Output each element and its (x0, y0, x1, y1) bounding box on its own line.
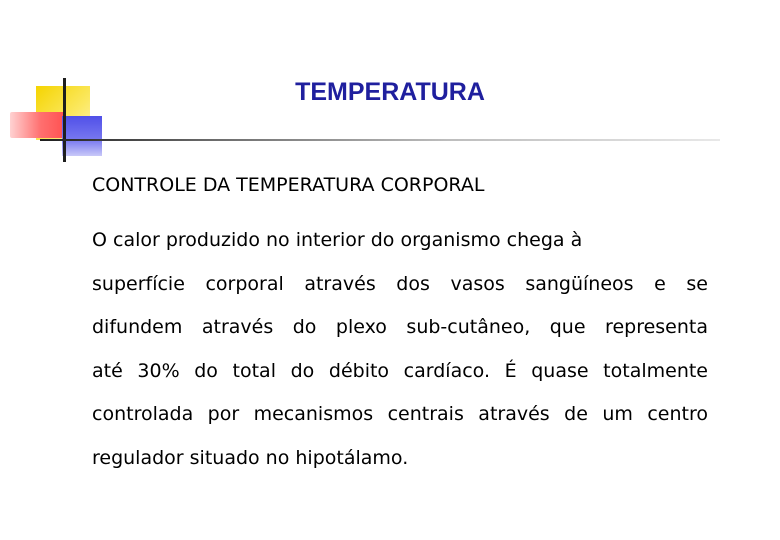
logo-vertical-line (63, 78, 66, 162)
slide-subtitle: CONTROLE DA TEMPERATURA CORPORAL (92, 174, 485, 196)
logo-red-bar (10, 112, 66, 138)
body-line: controlada por mecanismos centrais através de um centro (92, 403, 708, 425)
body-line: até 30% do total do débito cardíaco. É quase totalmente (92, 359, 708, 382)
body-line: superfície corporal através dos vasos sangüíneos e se (92, 272, 708, 295)
slide-title: TEMPERATURA (295, 78, 485, 106)
logo-blue-square (62, 116, 102, 156)
body-line: regulador situado no hipotálamo. (92, 446, 409, 469)
body-paragraph (92, 222, 708, 483)
body-line: O calor produzido no interior do organismo chega à (92, 229, 583, 251)
title-underline (40, 139, 720, 141)
body-line: difundem através do plexo sub-cutâneo, que representa (92, 316, 708, 338)
